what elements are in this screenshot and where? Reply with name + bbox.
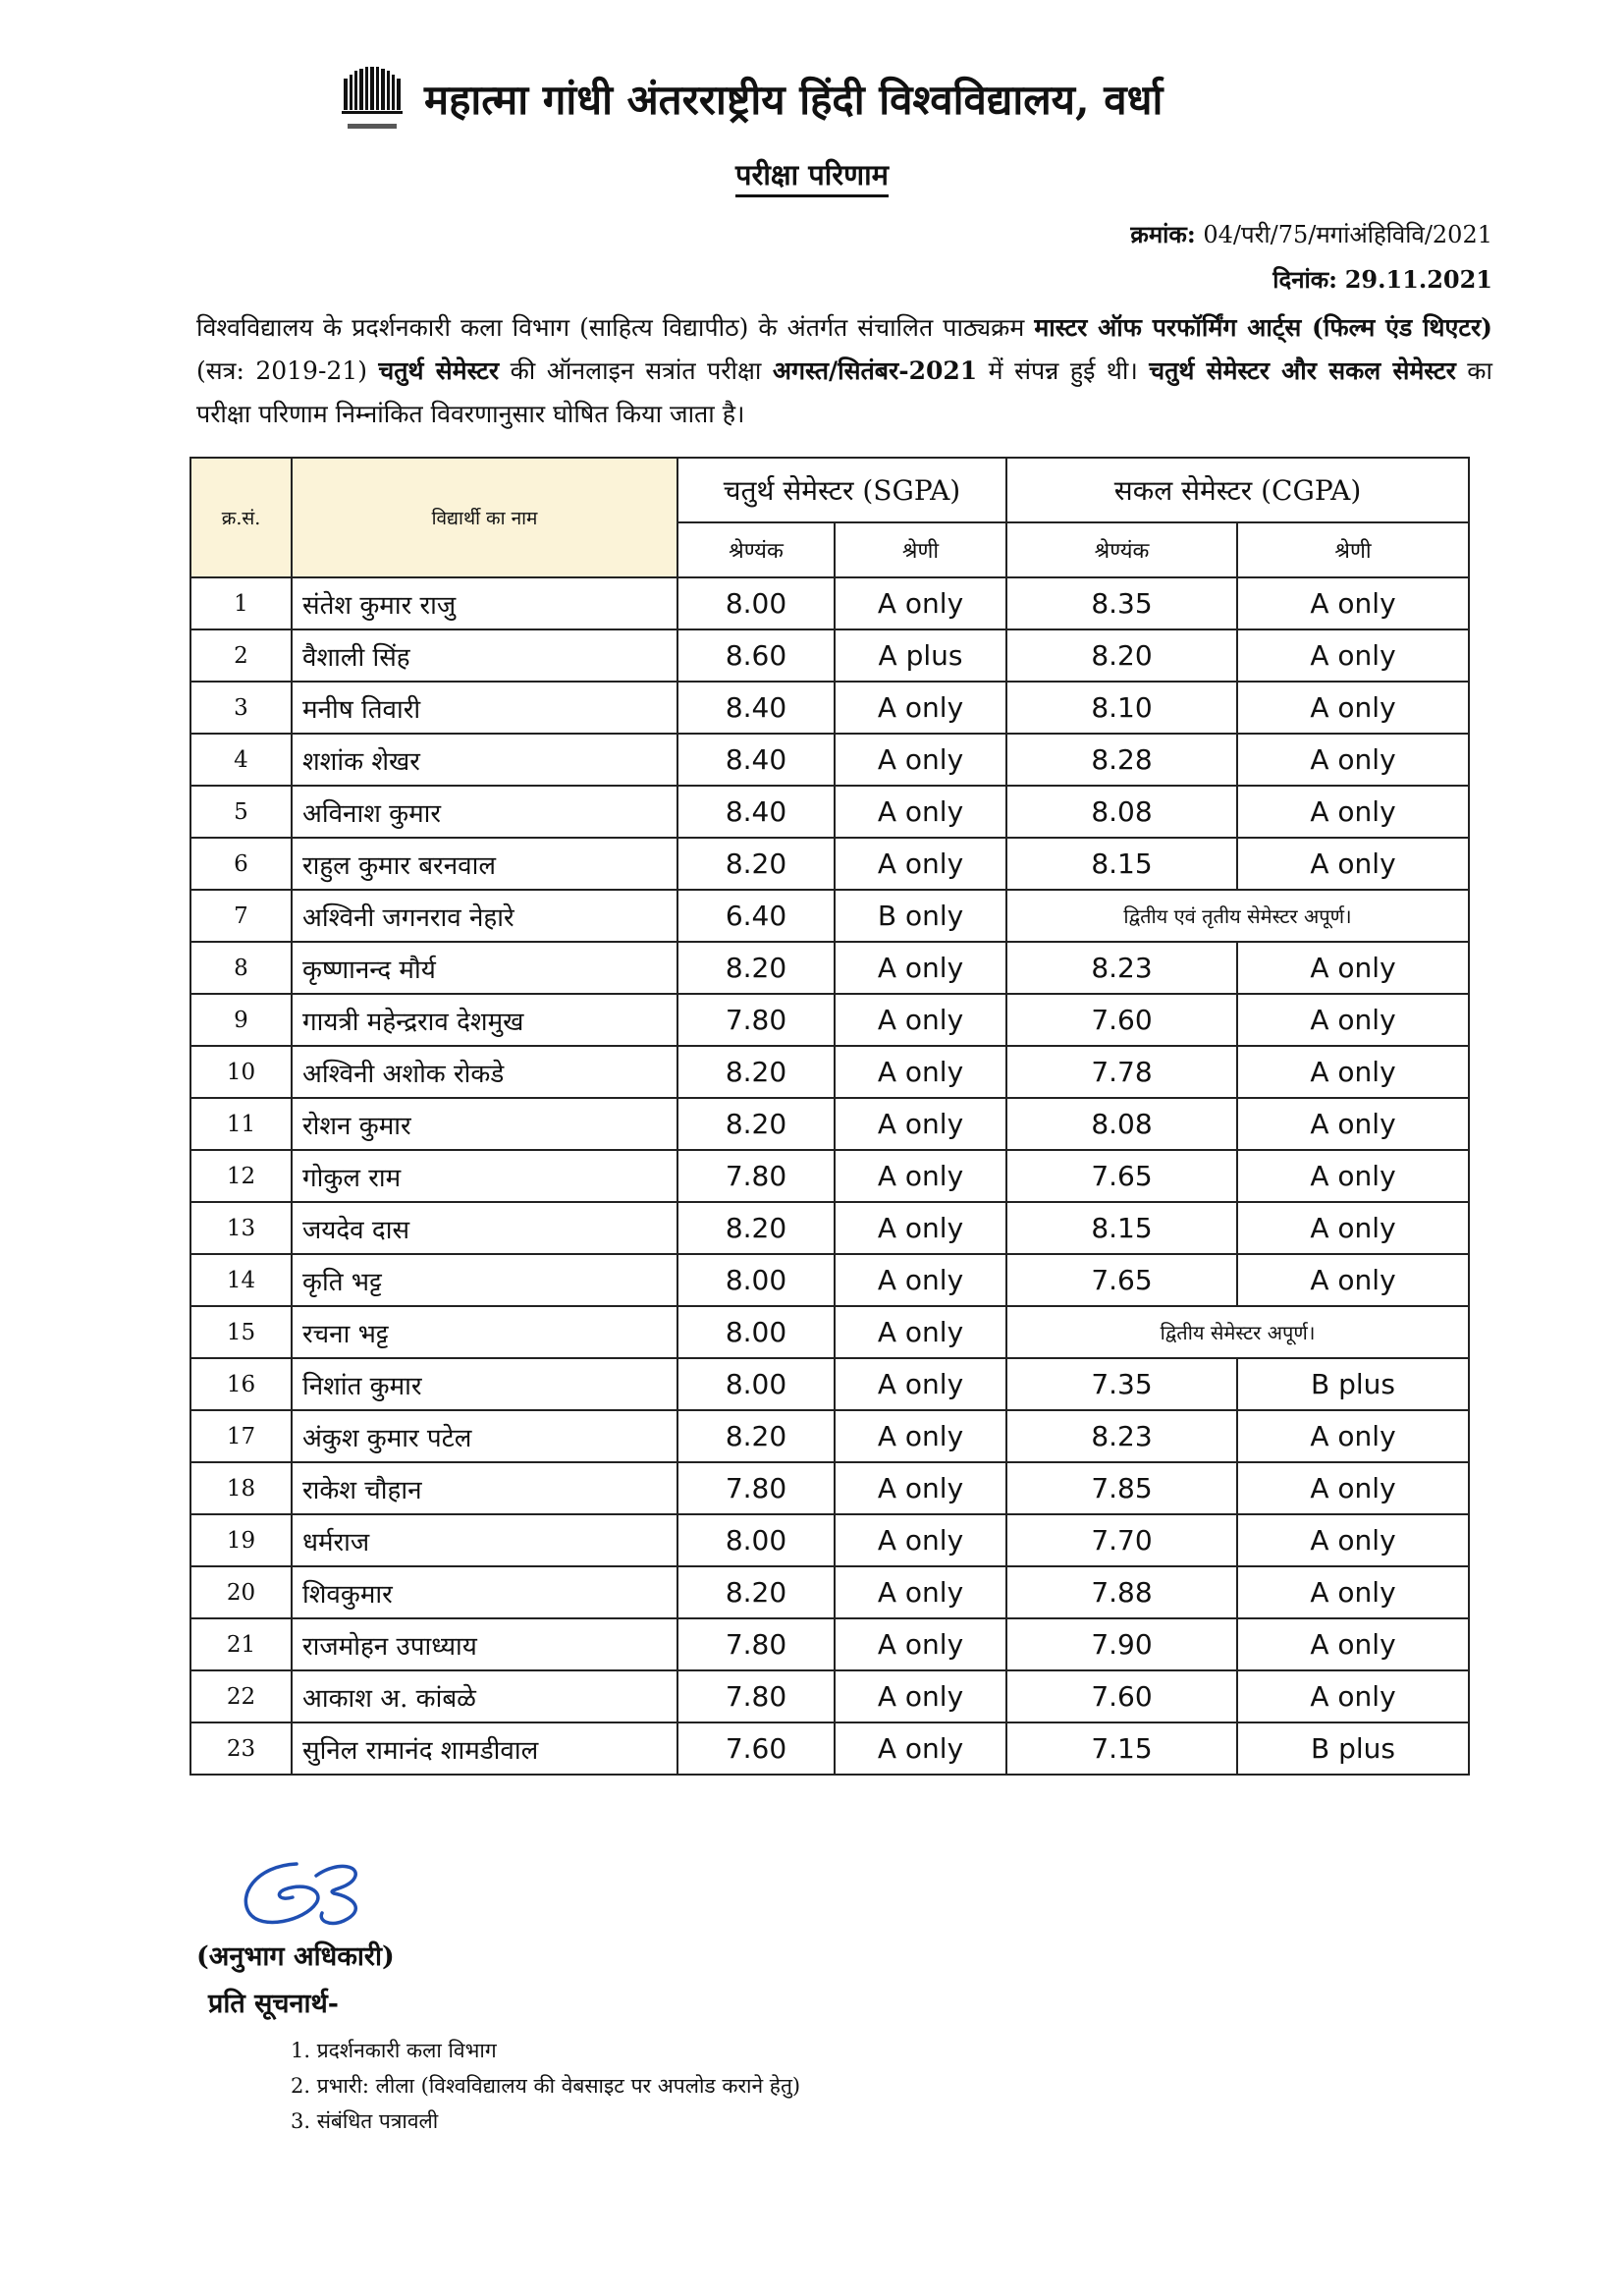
student-name-cell: रचना भट्ट <box>292 1306 677 1358</box>
distribution-list <box>291 2033 800 2139</box>
table-row <box>190 1150 1469 1202</box>
cgpa-points-cell: 8.23 <box>1006 1410 1237 1462</box>
serial-number-cell: 6 <box>190 838 292 890</box>
header-serial-number: क्र.सं. <box>190 458 292 577</box>
document-date <box>1272 263 1492 296</box>
table-row <box>190 1358 1469 1410</box>
cgpa-grade-cell: A only <box>1237 1098 1469 1150</box>
cgpa-points-cell: 7.70 <box>1006 1514 1237 1566</box>
serial-number-cell: 1 <box>190 577 292 629</box>
intro-exam-period: अगस्त/सितंबर-2021 <box>772 356 978 385</box>
university-name: महात्मा गांधी अंतरराष्ट्रीय हिंदी विश्वविद्यालय, वर्धा <box>424 76 1164 124</box>
serial-number-cell: 4 <box>190 734 292 786</box>
cgpa-points-cell: 7.60 <box>1006 1670 1237 1722</box>
reference-value: 04/परी/75/मगांअंहिविवि/2021 <box>1203 221 1492 248</box>
student-name-cell: निशांत कुमार <box>292 1358 677 1410</box>
date-value: 29.11.2021 <box>1344 265 1492 294</box>
sgpa-grade-cell: A only <box>835 577 1006 629</box>
table-row <box>190 629 1469 682</box>
serial-number-cell: 11 <box>190 1098 292 1150</box>
cgpa-grade-cell: A only <box>1237 682 1469 734</box>
cgpa-points-cell: 7.65 <box>1006 1254 1237 1306</box>
table-row <box>190 577 1469 629</box>
cgpa-grade-cell: B plus <box>1237 1722 1469 1775</box>
cgpa-grade-cell: B plus <box>1237 1358 1469 1410</box>
cgpa-grade-cell: A only <box>1237 942 1469 994</box>
serial-number-cell: 10 <box>190 1046 292 1098</box>
table-row <box>190 1566 1469 1618</box>
sgpa-grade-cell: A only <box>835 1462 1006 1514</box>
student-name-cell: राजमोहन उपाध्याय <box>292 1618 677 1670</box>
letterhead <box>334 65 1355 134</box>
cgpa-points-cell: 8.08 <box>1006 786 1237 838</box>
serial-number-cell: 16 <box>190 1358 292 1410</box>
serial-number-cell: 9 <box>190 994 292 1046</box>
cgpa-points-cell: 7.35 <box>1006 1358 1237 1410</box>
cgpa-points-cell: 8.23 <box>1006 942 1237 994</box>
intro-course: मास्टर ऑफ परफॉर्मिंग आर्ट्स (फिल्म एंड थिएटर) <box>1034 313 1492 342</box>
serial-number-cell: 12 <box>190 1150 292 1202</box>
table-row <box>190 1202 1469 1254</box>
sgpa-grade-cell: A only <box>835 1150 1006 1202</box>
intro-text: की ऑनलाइन सत्रांत परीक्षा <box>499 356 773 385</box>
reference-number <box>1130 218 1492 250</box>
header-cgpa-points: श्रेण्यंक <box>1006 522 1237 577</box>
student-name-cell: अश्विनी जगनराव नेहारे <box>292 890 677 942</box>
table-row <box>190 1462 1469 1514</box>
student-name-cell: सुनिल रामानंद शामडीवाल <box>292 1722 677 1775</box>
document-title <box>0 155 1624 193</box>
sgpa-grade-cell: A only <box>835 1566 1006 1618</box>
sgpa-points-cell: 8.20 <box>677 1566 835 1618</box>
serial-number-cell: 22 <box>190 1670 292 1722</box>
cgpa-grade-cell: A only <box>1237 1462 1469 1514</box>
sgpa-points-cell: 8.20 <box>677 1098 835 1150</box>
reference-label: क्रमांक: <box>1130 220 1196 248</box>
intro-text: विश्वविद्यालय के प्रदर्शनकारी कला विभाग (साहित्य विद्यापीठ) के अंतर्गत संचालित पाठ्यक्रम <box>196 313 1035 342</box>
table-row <box>190 994 1469 1046</box>
student-name-cell: राकेश चौहान <box>292 1462 677 1514</box>
cgpa-grade-cell: A only <box>1237 1618 1469 1670</box>
header-cgpa-group: सकल सेमेस्टर (CGPA) <box>1006 458 1469 522</box>
sgpa-grade-cell: A only <box>835 1306 1006 1358</box>
cgpa-grade-cell: A only <box>1237 1670 1469 1722</box>
table-row <box>190 682 1469 734</box>
cgpa-grade-cell: A only <box>1237 1514 1469 1566</box>
serial-number-cell: 8 <box>190 942 292 994</box>
cgpa-grade-cell: A only <box>1237 1566 1469 1618</box>
intro-semester: चतुर्थ सेमेस्टर <box>378 356 500 385</box>
header-cgpa-grade: श्रेणी <box>1237 522 1469 577</box>
sgpa-grade-cell: A only <box>835 1410 1006 1462</box>
cgpa-grade-cell: A only <box>1237 838 1469 890</box>
sgpa-grade-cell: A only <box>835 1254 1006 1306</box>
sgpa-grade-cell: B only <box>835 890 1006 942</box>
document-title-text: परीक्षा परिणाम <box>735 158 889 197</box>
copy-to-title: प्रति सूचनार्थ- <box>208 1989 339 2019</box>
distribution-item: 2. प्रभारी: लीला (विश्वविद्यालय की वेबसाइट पर अपलोड कराने हेतु) <box>291 2074 801 2098</box>
cgpa-points-cell: 7.15 <box>1006 1722 1237 1775</box>
student-name-cell: राहुल कुमार बरनवाल <box>292 838 677 890</box>
cgpa-grade-cell: A only <box>1237 1410 1469 1462</box>
sgpa-grade-cell: A only <box>835 734 1006 786</box>
cgpa-points-cell: 7.90 <box>1006 1618 1237 1670</box>
signature <box>236 1856 403 1935</box>
cgpa-points-cell: 7.78 <box>1006 1046 1237 1098</box>
cgpa-grade-cell: A only <box>1237 1150 1469 1202</box>
student-name-cell: संतेश कुमार राजु <box>292 577 677 629</box>
cgpa-points-cell: 7.65 <box>1006 1150 1237 1202</box>
sgpa-grade-cell: A only <box>835 1046 1006 1098</box>
student-name-cell: शशांक शेखर <box>292 734 677 786</box>
student-name-cell: धर्मराज <box>292 1514 677 1566</box>
table-row <box>190 1098 1469 1150</box>
intro-text: में संपन्न हुई थी। <box>977 356 1150 385</box>
serial-number-cell: 18 <box>190 1462 292 1514</box>
serial-number-cell: 21 <box>190 1618 292 1670</box>
distribution-item: 1. प्रदर्शनकारी कला विभाग <box>291 2039 497 2062</box>
student-name-cell: कृति भट्ट <box>292 1254 677 1306</box>
cgpa-points-cell: 8.20 <box>1006 629 1237 682</box>
cgpa-points-cell: 8.15 <box>1006 1202 1237 1254</box>
signatory-designation: (अनुभाग अधिकारी) <box>196 1941 395 1972</box>
table-row <box>190 734 1469 786</box>
student-name-cell: शिवकुमार <box>292 1566 677 1618</box>
results-table <box>189 457 1470 1776</box>
sgpa-points-cell: 8.20 <box>677 1046 835 1098</box>
sgpa-points-cell: 7.80 <box>677 1150 835 1202</box>
sgpa-points-cell: 8.00 <box>677 1358 835 1410</box>
sgpa-grade-cell: A only <box>835 786 1006 838</box>
serial-number-cell: 3 <box>190 682 292 734</box>
sgpa-grade-cell: A only <box>835 682 1006 734</box>
table-row <box>190 1410 1469 1462</box>
student-name-cell: कृष्णानन्द मौर्य <box>292 942 677 994</box>
student-name-cell: गायत्री महेन्द्रराव देशमुख <box>292 994 677 1046</box>
serial-number-cell: 23 <box>190 1722 292 1775</box>
sgpa-grade-cell: A only <box>835 1722 1006 1775</box>
sgpa-grade-cell: A only <box>835 1670 1006 1722</box>
header-sgpa-points: श्रेण्यंक <box>677 522 835 577</box>
intro-text: (सत्र: 2019-21) <box>196 356 379 385</box>
sgpa-points-cell: 8.20 <box>677 1410 835 1462</box>
cgpa-points-cell: 7.88 <box>1006 1566 1237 1618</box>
sgpa-points-cell: 8.60 <box>677 629 835 682</box>
sgpa-points-cell: 7.80 <box>677 1618 835 1670</box>
cgpa-points-cell: 8.28 <box>1006 734 1237 786</box>
sgpa-points-cell: 8.00 <box>677 1514 835 1566</box>
sgpa-grade-cell: A only <box>835 838 1006 890</box>
cgpa-grade-cell: A only <box>1237 1254 1469 1306</box>
cgpa-grade-cell: A only <box>1237 786 1469 838</box>
cgpa-grade-cell: A only <box>1237 994 1469 1046</box>
table-row <box>190 890 1469 942</box>
sgpa-grade-cell: A only <box>835 1514 1006 1566</box>
sgpa-points-cell: 6.40 <box>677 890 835 942</box>
sgpa-points-cell: 8.20 <box>677 1202 835 1254</box>
sgpa-points-cell: 8.20 <box>677 838 835 890</box>
table-row <box>190 1514 1469 1566</box>
table-row <box>190 838 1469 890</box>
student-name-cell: रोशन कुमार <box>292 1098 677 1150</box>
intro-result-scope: चतुर्थ सेमेस्टर और सकल सेमेस्टर <box>1149 356 1456 385</box>
results-body <box>190 577 1469 1775</box>
sgpa-points-cell: 7.80 <box>677 1462 835 1514</box>
student-name-cell: जयदेव दास <box>292 1202 677 1254</box>
table-row <box>190 1046 1469 1098</box>
table-row <box>190 1722 1469 1775</box>
university-logo <box>342 65 403 134</box>
sgpa-grade-cell: A only <box>835 1202 1006 1254</box>
sgpa-points-cell: 8.00 <box>677 1306 835 1358</box>
table-row <box>190 1618 1469 1670</box>
sgpa-grade-cell: A only <box>835 1358 1006 1410</box>
table-row <box>190 1254 1469 1306</box>
sgpa-points-cell: 8.40 <box>677 734 835 786</box>
table-row <box>190 1670 1469 1722</box>
student-name-cell: गोकुल राम <box>292 1150 677 1202</box>
cgpa-points-cell: 8.15 <box>1006 838 1237 890</box>
serial-number-cell: 13 <box>190 1202 292 1254</box>
student-name-cell: अविनाश कुमार <box>292 786 677 838</box>
student-name-cell: वैशाली सिंह <box>292 629 677 682</box>
cgpa-grade-cell: A only <box>1237 629 1469 682</box>
serial-number-cell: 20 <box>190 1566 292 1618</box>
date-label: दिनांक: <box>1272 265 1338 294</box>
sgpa-grade-cell: A only <box>835 1098 1006 1150</box>
serial-number-cell: 14 <box>190 1254 292 1306</box>
sgpa-points-cell: 8.00 <box>677 1254 835 1306</box>
cgpa-points-cell: 7.60 <box>1006 994 1237 1046</box>
serial-number-cell: 19 <box>190 1514 292 1566</box>
sgpa-points-cell: 7.80 <box>677 1670 835 1722</box>
intro-paragraph <box>196 306 1492 436</box>
intro-text: का परीक्षा परिणाम निम्नांकित विवरणानुसार घोषित किया जाता है। <box>196 356 1492 428</box>
sgpa-points-cell: 7.80 <box>677 994 835 1046</box>
sgpa-grade-cell: A only <box>835 1618 1006 1670</box>
header-sgpa-group: चतुर्थ सेमेस्टर (SGPA) <box>677 458 1006 522</box>
cgpa-grade-cell: A only <box>1237 1202 1469 1254</box>
cgpa-points-cell: 8.35 <box>1006 577 1237 629</box>
student-name-cell: आकाश अ. कांबळे <box>292 1670 677 1722</box>
distribution-item: 3. संबंधित पत्रावली <box>291 2109 439 2133</box>
sgpa-points-cell: 8.40 <box>677 682 835 734</box>
serial-number-cell: 15 <box>190 1306 292 1358</box>
student-name-cell: अंकुश कुमार पटेल <box>292 1410 677 1462</box>
cgpa-points-cell: 8.10 <box>1006 682 1237 734</box>
sgpa-points-cell: 8.40 <box>677 786 835 838</box>
cgpa-points-cell: 7.85 <box>1006 1462 1237 1514</box>
serial-number-cell: 2 <box>190 629 292 682</box>
cgpa-points-cell: 8.08 <box>1006 1098 1237 1150</box>
sgpa-points-cell: 7.60 <box>677 1722 835 1775</box>
sgpa-grade-cell: A plus <box>835 629 1006 682</box>
sgpa-grade-cell: A only <box>835 994 1006 1046</box>
table-row <box>190 1306 1469 1358</box>
serial-number-cell: 5 <box>190 786 292 838</box>
sgpa-points-cell: 8.00 <box>677 577 835 629</box>
sgpa-points-cell: 8.20 <box>677 942 835 994</box>
cgpa-remark-cell: द्वितीय सेमेस्टर अपूर्ण। <box>1006 1306 1469 1358</box>
cgpa-grade-cell: A only <box>1237 577 1469 629</box>
header-student-name: विद्यार्थी का नाम <box>292 458 677 577</box>
cgpa-grade-cell: A only <box>1237 734 1469 786</box>
cgpa-grade-cell: A only <box>1237 1046 1469 1098</box>
sgpa-grade-cell: A only <box>835 942 1006 994</box>
student-name-cell: मनीष तिवारी <box>292 682 677 734</box>
serial-number-cell: 7 <box>190 890 292 942</box>
cgpa-remark-cell: द्वितीय एवं तृतीय सेमेस्टर अपूर्ण। <box>1006 890 1469 942</box>
table-row <box>190 786 1469 838</box>
student-name-cell: अश्विनी अशोक रोकडे <box>292 1046 677 1098</box>
header-sgpa-grade: श्रेणी <box>835 522 1006 577</box>
table-row <box>190 942 1469 994</box>
serial-number-cell: 17 <box>190 1410 292 1462</box>
